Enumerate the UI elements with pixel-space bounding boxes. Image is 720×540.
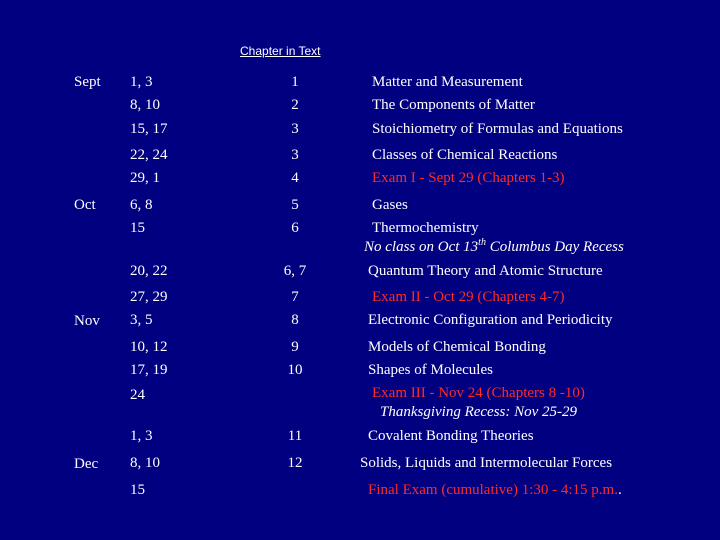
- row-chapter: 3: [291, 121, 299, 137]
- row-topic: Models of Chemical Bonding: [368, 339, 546, 355]
- row-chapter: 1: [291, 74, 299, 90]
- row-chapter: 6, 7: [283, 263, 307, 279]
- row-dates: 20, 22: [130, 263, 168, 279]
- row-chapter: 7: [291, 289, 299, 305]
- row-dates: 3, 5: [130, 312, 153, 328]
- exam-topic: Exam I - Sept 29 (Chapters 1-3): [372, 170, 565, 186]
- month-label-dec: Dec: [74, 456, 99, 472]
- column-header-chapter: Chapter in Text: [240, 44, 321, 58]
- final-exam-line: Final Exam (cumulative) 1:30 - 4:15 p.m..: [368, 482, 622, 498]
- row-chapter: 8: [291, 312, 299, 328]
- row-chapter: 4: [291, 170, 299, 186]
- row-dates: 8, 10: [130, 455, 160, 471]
- row-dates: 6, 8: [130, 197, 153, 213]
- row-topic: Stoichiometry of Formulas and Equations: [372, 121, 623, 137]
- row-dates: 29, 1: [130, 170, 160, 186]
- row-dates: 15, 17: [130, 121, 168, 137]
- row-chapter: 3: [291, 147, 299, 163]
- row-dates: 17, 19: [130, 362, 168, 378]
- row-dates: 22, 24: [130, 147, 168, 163]
- row-dates: 1, 3: [130, 428, 153, 444]
- row-topic: Covalent Bonding Theories: [368, 428, 534, 444]
- row-dates: 8, 10: [130, 97, 160, 113]
- exam-topic: Exam II - Oct 29 (Chapters 4-7): [372, 289, 565, 305]
- row-dates: 24: [130, 387, 145, 403]
- row-topic: Matter and Measurement: [372, 74, 523, 90]
- row-dates: 10, 12: [130, 339, 168, 355]
- row-dates: 27, 29: [130, 289, 168, 305]
- row-topic: Electronic Configuration and Periodicity: [368, 312, 613, 328]
- row-topic: Thermochemistry: [372, 220, 479, 236]
- row-dates: 1, 3: [130, 74, 153, 90]
- row-chapter: 2: [291, 97, 299, 113]
- row-dates: 15: [130, 220, 145, 236]
- holiday-note-thanksgiving: Thanksgiving Recess: Nov 25-29: [380, 404, 578, 420]
- row-chapter: 12: [287, 455, 303, 471]
- row-dates: 15: [130, 482, 145, 498]
- final-exam-topic: Final Exam (cumulative) 1:30 - 4:15 p.m.: [368, 482, 618, 498]
- row-chapter: 9: [291, 339, 299, 355]
- month-label-nov: Nov: [74, 313, 100, 329]
- row-topic: Shapes of Molecules: [368, 362, 493, 378]
- row-chapter: 5: [291, 197, 299, 213]
- row-topic: Solids, Liquids and Intermolecular Forces: [360, 455, 613, 471]
- holiday-note-columbus: No class on Oct 13th Columbus Day Recess: [364, 237, 624, 255]
- row-topic: Classes of Chemical Reactions: [372, 147, 558, 163]
- row-topic: Quantum Theory and Atomic Structure: [368, 263, 603, 279]
- row-topic: The Components of Matter: [372, 97, 535, 113]
- row-topic: Gases: [372, 197, 408, 213]
- exam-topic: Exam III - Nov 24 (Chapters 8 -10): [372, 385, 585, 401]
- row-chapter: 11: [287, 428, 303, 444]
- row-chapter: 10: [287, 362, 303, 378]
- row-chapter: 6: [291, 220, 299, 236]
- month-label-sept: Sept: [74, 74, 101, 90]
- month-label-oct: Oct: [74, 197, 96, 213]
